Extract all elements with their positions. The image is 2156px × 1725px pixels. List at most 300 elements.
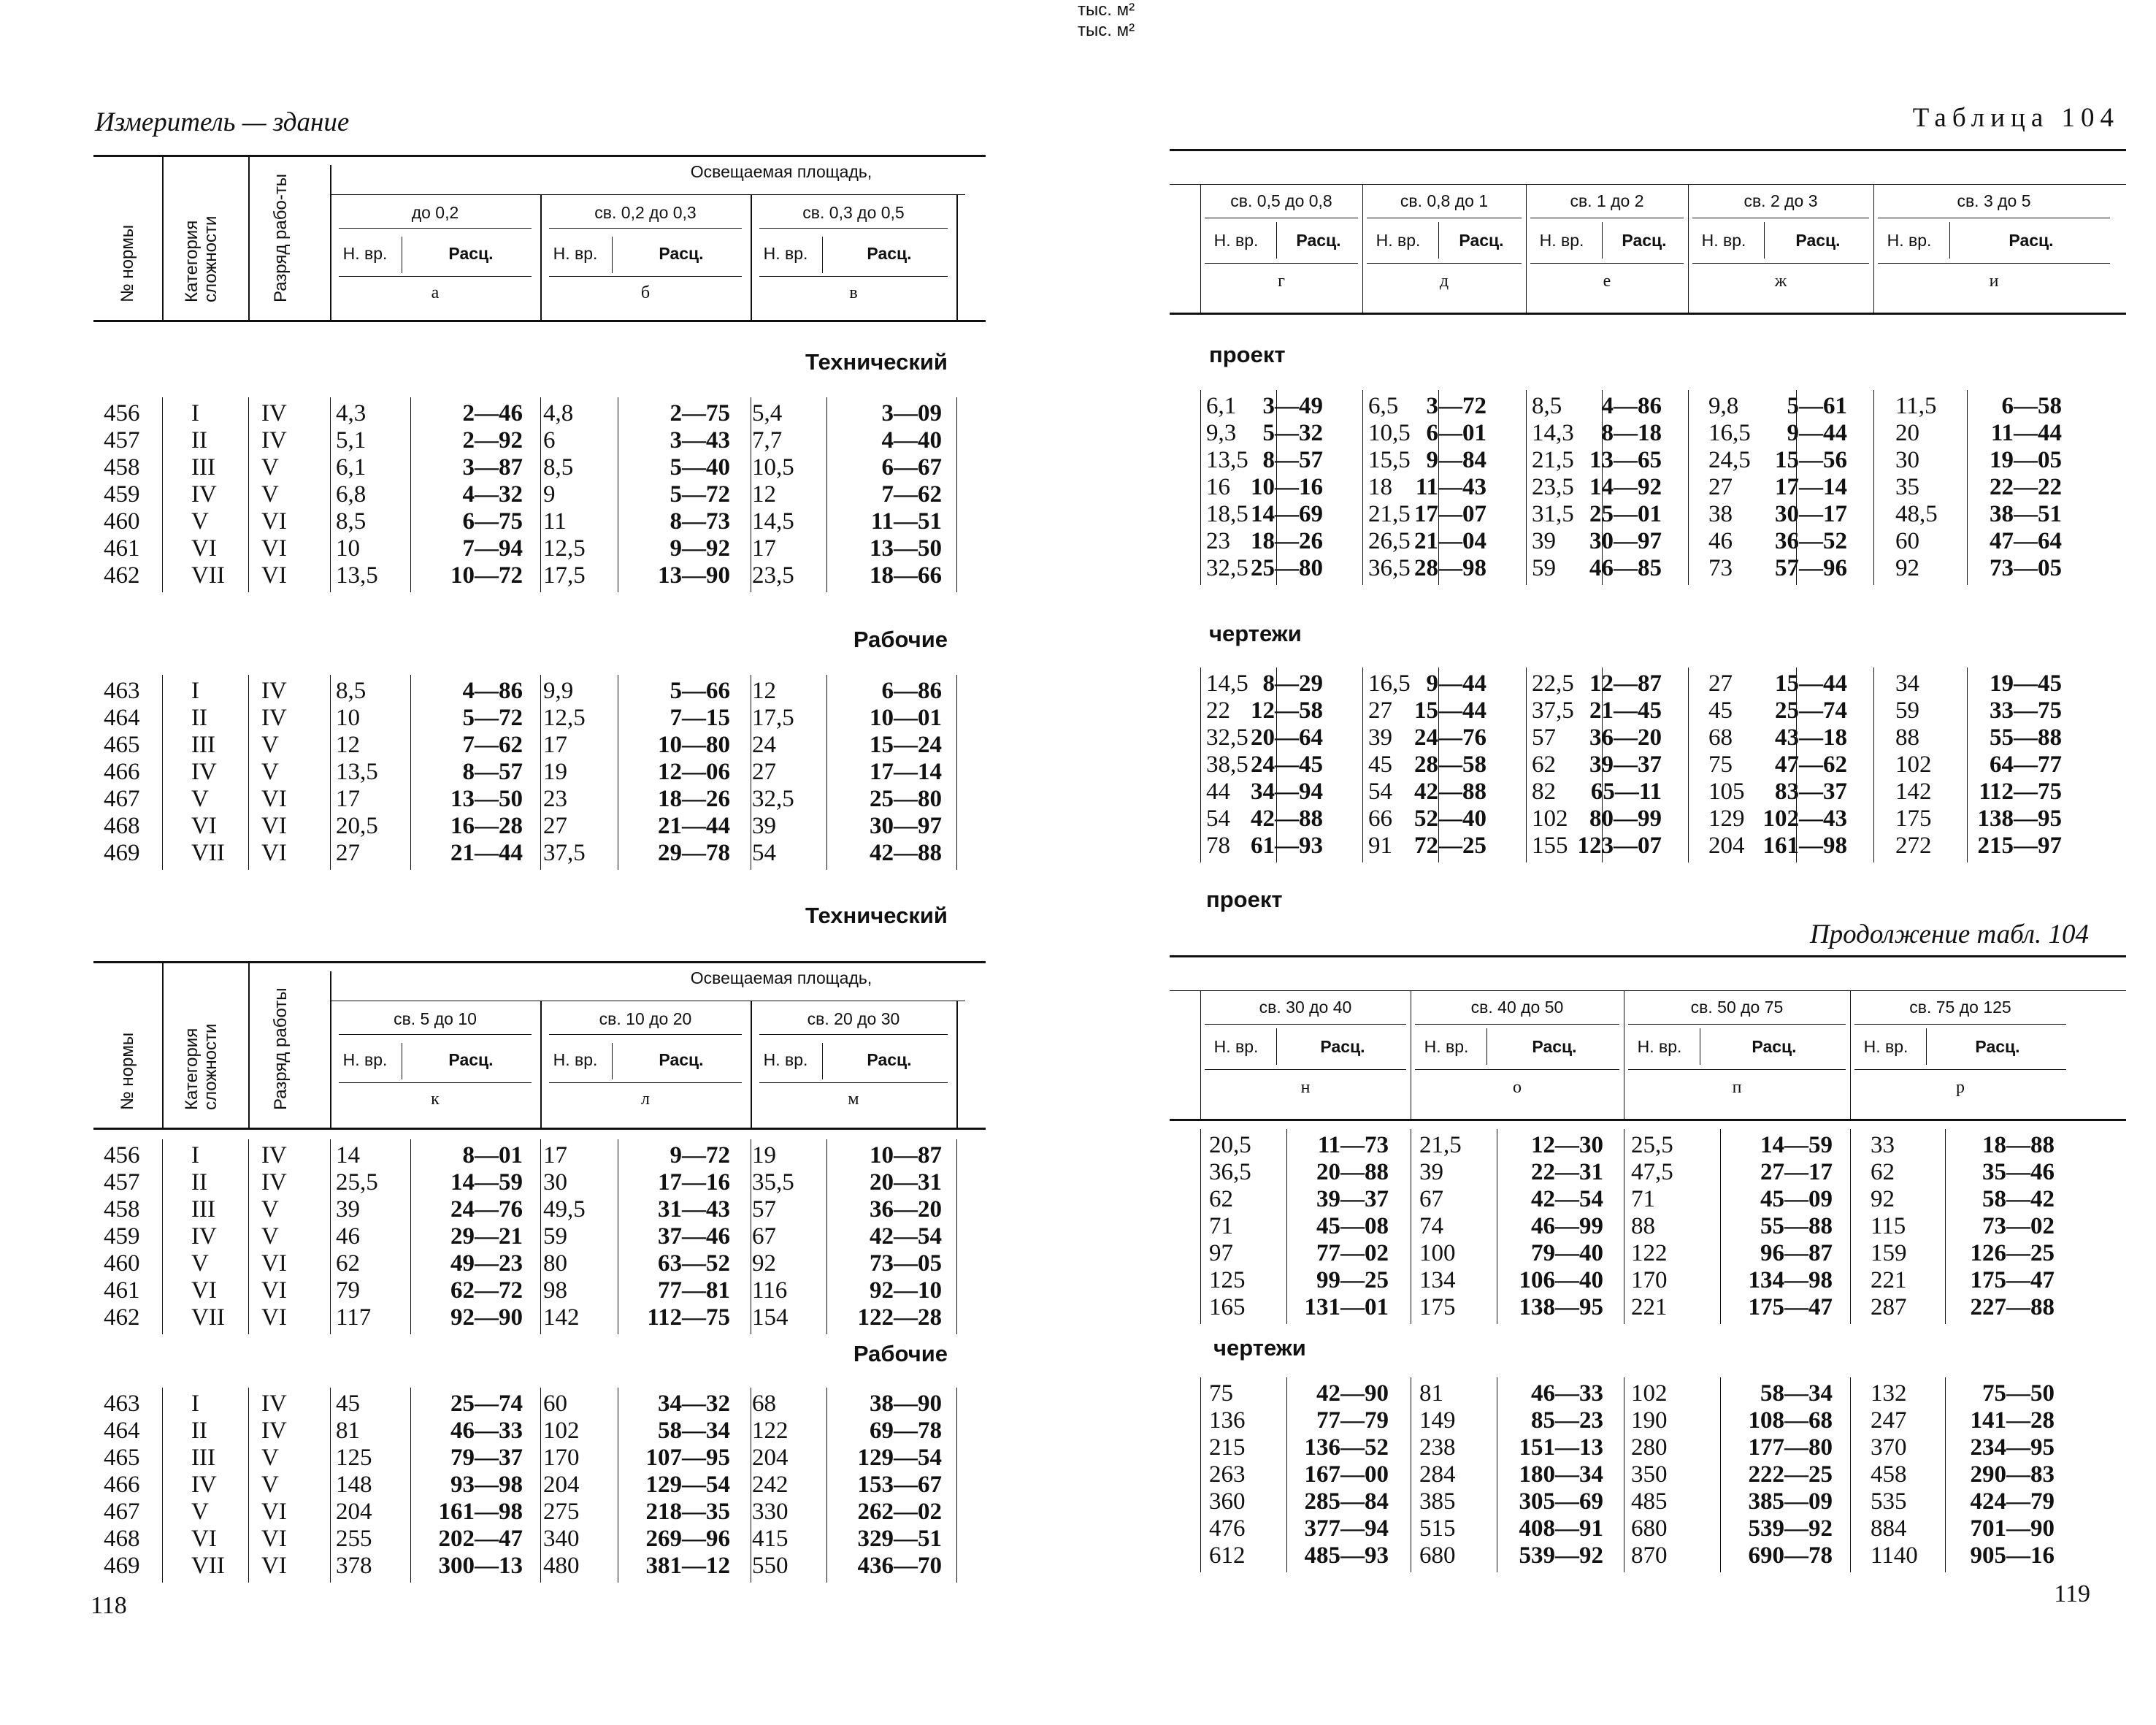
- column-rule: [1764, 222, 1765, 259]
- time-norm: 60: [1895, 528, 1919, 554]
- rate-value: 15—24: [870, 732, 942, 758]
- time-norm: 680: [1419, 1542, 1456, 1569]
- time-norm: 21,5: [1532, 447, 1574, 473]
- rate-value: 73—02: [1982, 1213, 2055, 1239]
- range-label: св. 20 до 30: [807, 1009, 900, 1028]
- rule-line: [1628, 1024, 1846, 1025]
- norm-number: 462: [104, 562, 140, 589]
- time-norm: 12: [752, 481, 776, 508]
- rate-value: 9—84: [1426, 447, 1486, 473]
- complexity-category: IV: [191, 481, 217, 508]
- column-rule: [1873, 668, 1874, 862]
- time-norm: 24: [752, 732, 776, 758]
- group-title: Освещаемая площадь,: [690, 968, 872, 987]
- work-grade: VI: [261, 813, 287, 839]
- time-norm: 39: [1532, 528, 1556, 554]
- rule-line: [1170, 149, 2126, 151]
- rate-value: 39—37: [1316, 1186, 1389, 1212]
- time-norm: 8,5: [543, 454, 574, 481]
- column-rule: [751, 1001, 752, 1128]
- column-rule: [1276, 1028, 1277, 1065]
- rule-line: [339, 276, 532, 277]
- time-norm: 14,5: [1206, 670, 1248, 697]
- rate-value: 73—05: [1990, 555, 2062, 581]
- range-label: св. 30 до 40: [1259, 998, 1352, 1017]
- rule-line: [1692, 263, 1869, 264]
- rate-value: 180—34: [1519, 1461, 1603, 1488]
- rate-value: 5—32: [1262, 420, 1323, 446]
- rate-value: 10—01: [870, 705, 942, 731]
- time-norm: 25,5: [336, 1169, 378, 1196]
- rate-value: 25—80: [1251, 555, 1323, 581]
- column-rule: [1438, 390, 1439, 585]
- rate-value: 43—18: [1775, 724, 1847, 751]
- rate-value: 25—74: [1775, 697, 1847, 724]
- rate-value: 55—88: [1990, 724, 2062, 751]
- column-header-category: [183, 216, 220, 302]
- time-subheader: Н. вр.: [763, 1050, 808, 1069]
- norm-number: 466: [104, 759, 140, 785]
- time-norm: 19: [752, 1142, 776, 1169]
- time-norm: 170: [1631, 1267, 1668, 1293]
- rate-value: 37—46: [658, 1223, 730, 1250]
- column-rule: [162, 675, 163, 870]
- column-rule: [540, 1001, 542, 1128]
- time-norm: 102: [1895, 751, 1932, 778]
- rate-value: 4—32: [462, 481, 523, 508]
- norm-number: 465: [104, 732, 140, 758]
- column-rule: [826, 675, 827, 870]
- time-norm: 476: [1209, 1515, 1246, 1542]
- rate-value: 85—23: [1531, 1407, 1603, 1434]
- rate-value: 18—26: [658, 786, 730, 812]
- rate-value: 14—92: [1589, 474, 1662, 500]
- rate-value: 8—18: [1601, 420, 1662, 446]
- complexity-category: II: [191, 705, 207, 731]
- section-label-drawings: чертежи: [1209, 621, 1302, 646]
- norm-number: 469: [104, 840, 140, 866]
- time-norm: 23: [543, 786, 567, 812]
- complexity-category: VII: [191, 562, 225, 589]
- column-rule: [1200, 1129, 1201, 1324]
- range-label: св. 0,8 до 1: [1400, 191, 1489, 210]
- norm-number: 467: [104, 786, 140, 812]
- rate-value: 92—90: [450, 1304, 523, 1331]
- time-norm: 35,5: [752, 1169, 794, 1196]
- time-norm: 13,5: [336, 759, 378, 785]
- time-norm: 75: [1209, 1380, 1233, 1407]
- column-rule: [1602, 222, 1603, 259]
- column-rule: [540, 675, 541, 870]
- rate-value: 18—26: [1251, 528, 1323, 554]
- rate-value: 377—94: [1304, 1515, 1389, 1542]
- rate-value: 17—16: [658, 1169, 730, 1196]
- rate-value: 47—64: [1990, 528, 2062, 554]
- time-norm: 8,5: [1532, 393, 1562, 419]
- time-norm: 255: [336, 1526, 372, 1552]
- time-norm: 149: [1419, 1407, 1456, 1434]
- time-norm: 142: [1895, 779, 1932, 805]
- time-norm: 204: [543, 1472, 580, 1498]
- time-norm: 67: [1419, 1186, 1443, 1212]
- time-norm: 79: [336, 1277, 360, 1304]
- time-norm: 284: [1419, 1461, 1456, 1488]
- column-rule: [1850, 1377, 1851, 1572]
- time-norm: 57: [752, 1196, 776, 1223]
- norm-number: 463: [104, 678, 140, 704]
- rate-value: 11—73: [1317, 1132, 1389, 1158]
- norm-number: 459: [104, 481, 140, 508]
- rate-value: 5—72: [462, 705, 523, 731]
- column-rule: [956, 194, 958, 320]
- column-rule: [826, 1388, 827, 1583]
- rate-value: 126—25: [1970, 1240, 2055, 1266]
- rate-value: 13—50: [450, 786, 523, 812]
- rate-value: 58—34: [658, 1418, 730, 1444]
- time-norm: 159: [1871, 1240, 1907, 1266]
- column-header-category: [183, 1024, 220, 1110]
- range-label: св. 3 до 5: [1957, 191, 2031, 210]
- rate-value: 35—46: [1982, 1159, 2055, 1185]
- rate-value: 381—12: [645, 1553, 730, 1579]
- time-norm: 17: [752, 535, 776, 562]
- time-norm: 39: [336, 1196, 360, 1223]
- work-grade: V: [261, 481, 279, 508]
- range-label: св. 0,3 до 0,5: [802, 203, 905, 222]
- time-norm: 25,5: [1631, 1132, 1673, 1158]
- rate-value: 18—88: [1982, 1132, 2055, 1158]
- column-rule: [956, 397, 957, 592]
- time-norm: 12,5: [543, 705, 586, 731]
- rate-value: 20—31: [870, 1169, 942, 1196]
- time-norm: 62: [1209, 1186, 1233, 1212]
- section-label-project: проект: [1209, 342, 1286, 367]
- time-norm: 129: [1708, 806, 1745, 832]
- time-norm: 204: [752, 1445, 789, 1471]
- column-rule: [1796, 390, 1797, 585]
- rate-value: 5—61: [1787, 393, 1847, 419]
- time-norm: 37,5: [543, 840, 586, 866]
- column-rule: [540, 397, 541, 592]
- column-rule: [1602, 668, 1603, 862]
- rule-line: [1854, 1069, 2066, 1070]
- column-rule: [1688, 390, 1689, 585]
- column-letter: е: [1603, 272, 1611, 291]
- rate-value: 10—72: [450, 562, 523, 589]
- time-norm: 30: [543, 1169, 567, 1196]
- column-letter: а: [431, 283, 440, 302]
- work-grade: IV: [261, 427, 287, 454]
- work-grade: VI: [261, 1250, 287, 1277]
- time-norm: 13,5: [336, 562, 378, 589]
- time-norm: 6,5: [1368, 393, 1399, 419]
- column-rule: [162, 1139, 163, 1334]
- rate-value: 17—14: [1775, 474, 1847, 500]
- time-subheader: Н. вр.: [1424, 1037, 1469, 1056]
- rate-value: 151—13: [1519, 1434, 1603, 1461]
- rate-value: 106—40: [1519, 1267, 1603, 1293]
- time-norm: 116: [752, 1277, 788, 1304]
- rate-value: 21—44: [450, 840, 523, 866]
- norm-number: 463: [104, 1391, 140, 1417]
- time-norm: 36,5: [1368, 555, 1411, 581]
- column-rule: [1949, 222, 1950, 259]
- column-rule: [1526, 390, 1527, 585]
- rule-line: [1415, 1024, 1619, 1025]
- time-norm: 82: [1532, 779, 1556, 805]
- rate-value: 6—67: [881, 454, 942, 481]
- work-grade: VI: [261, 840, 287, 866]
- time-norm: 92: [1871, 1186, 1895, 1212]
- time-subheader: Н. вр.: [1863, 1037, 1908, 1056]
- complexity-category: V: [191, 508, 209, 535]
- time-norm: 5,4: [752, 400, 783, 427]
- time-norm: 204: [336, 1499, 372, 1525]
- complexity-category: VII: [191, 840, 225, 866]
- column-rule: [248, 675, 249, 870]
- rate-value: 20—64: [1251, 724, 1323, 751]
- work-grade: VI: [261, 1526, 287, 1552]
- time-norm: 132: [1871, 1380, 1907, 1407]
- pay-subheader: Расц.: [448, 1050, 494, 1069]
- rule-line: [339, 1082, 532, 1083]
- work-grade: VI: [261, 562, 287, 589]
- time-norm: 680: [1631, 1515, 1668, 1542]
- time-norm: 134: [1419, 1267, 1456, 1293]
- column-rule: [410, 397, 411, 592]
- rate-value: 13—90: [658, 562, 730, 589]
- range-label: св. 0,5 до 0,8: [1230, 191, 1332, 210]
- time-norm: 280: [1631, 1434, 1668, 1461]
- time-norm: 287: [1871, 1294, 1907, 1320]
- rate-value: 701—90: [1970, 1515, 2055, 1542]
- range-label: св. 10 до 20: [599, 1009, 692, 1028]
- time-norm: 515: [1419, 1515, 1456, 1542]
- complexity-category: I: [191, 1391, 199, 1417]
- time-norm: 175: [1419, 1294, 1456, 1320]
- norm-number: 465: [104, 1445, 140, 1471]
- norm-number: 461: [104, 1277, 140, 1304]
- rule-line: [1367, 263, 1522, 264]
- complexity-category: V: [191, 786, 209, 812]
- rule-line: [339, 1034, 532, 1035]
- time-norm: 62: [336, 1250, 360, 1277]
- rate-value: 11—44: [1990, 420, 2062, 446]
- norm-number: 460: [104, 508, 140, 535]
- column-rule: [162, 155, 164, 320]
- time-norm: 27: [336, 840, 360, 866]
- column-rule: [540, 194, 542, 320]
- rule-line: [1205, 263, 1358, 264]
- section-label-technical: Технический: [805, 349, 948, 375]
- rate-value: 175—47: [1970, 1267, 2055, 1293]
- rate-value: 14—59: [450, 1169, 523, 1196]
- time-norm: 275: [543, 1499, 580, 1525]
- rate-value: 92—10: [870, 1277, 942, 1304]
- rate-value: 24—76: [450, 1196, 523, 1223]
- time-norm: 38: [1708, 501, 1733, 527]
- time-norm: 60: [543, 1391, 567, 1417]
- section-label-drawings: чертежи: [1213, 1335, 1306, 1361]
- rate-value: 33—75: [1990, 697, 2062, 724]
- column-rule: [540, 1139, 541, 1334]
- time-norm: 12,5: [543, 535, 586, 562]
- rate-value: 102—43: [1762, 806, 1847, 832]
- column-rule: [330, 1139, 331, 1334]
- rate-value: 10—87: [870, 1142, 942, 1169]
- rate-value: 11—51: [870, 508, 942, 535]
- time-norm: 27: [543, 813, 567, 839]
- time-norm: 27: [752, 759, 776, 785]
- rate-value: 15—44: [1775, 670, 1847, 697]
- norm-number: 464: [104, 1418, 140, 1444]
- time-norm: 91: [1368, 833, 1392, 859]
- rate-value: 16—28: [450, 813, 523, 839]
- rate-value: 5—66: [670, 678, 730, 704]
- complexity-category: II: [191, 1169, 207, 1196]
- pay-subheader: Расц.: [1296, 231, 1341, 250]
- rate-value: 305—69: [1519, 1488, 1603, 1515]
- rule-line: [1170, 313, 2126, 315]
- norm-number: 458: [104, 454, 140, 481]
- column-letter: о: [1513, 1078, 1522, 1097]
- rate-value: 8—29: [1262, 670, 1323, 697]
- time-norm: 247: [1871, 1407, 1907, 1434]
- rule-line: [1170, 955, 2126, 957]
- rate-value: 52—40: [1414, 806, 1486, 832]
- rate-value: 15—56: [1775, 447, 1847, 473]
- rate-value: 424—79: [1970, 1488, 2055, 1515]
- rate-value: 107—95: [645, 1445, 730, 1471]
- rate-value: 69—78: [870, 1418, 942, 1444]
- rule-line: [93, 320, 986, 322]
- rate-value: 2—75: [670, 400, 730, 427]
- rate-value: 21—04: [1414, 528, 1486, 554]
- work-grade: IV: [261, 705, 287, 731]
- complexity-category: IV: [191, 759, 217, 785]
- column-rule: [1688, 668, 1689, 862]
- column-rule: [1602, 390, 1603, 585]
- time-norm: 102: [1532, 806, 1568, 832]
- rule-line: [93, 1128, 986, 1130]
- work-grade: VI: [261, 1304, 287, 1331]
- norm-number: 456: [104, 400, 140, 427]
- rate-value: 24—45: [1251, 751, 1323, 778]
- rate-value: 9—92: [670, 535, 730, 562]
- rate-value: 161—98: [438, 1499, 523, 1525]
- category-line-1: Категория: [182, 220, 202, 302]
- rate-value: 6—01: [1426, 420, 1486, 446]
- rate-value: 129—54: [645, 1472, 730, 1498]
- column-rule: [1486, 1028, 1487, 1065]
- work-grade: V: [261, 1472, 279, 1498]
- column-rule: [1362, 668, 1363, 862]
- rule-line: [759, 276, 948, 277]
- rate-value: 6—86: [881, 678, 942, 704]
- rate-value: 75—50: [1982, 1380, 2055, 1407]
- time-norm: 30: [1895, 447, 1919, 473]
- time-norm: 49,5: [543, 1196, 586, 1223]
- rule-line: [93, 155, 986, 157]
- rate-value: 17—14: [870, 759, 942, 785]
- time-norm: 39: [1368, 724, 1392, 751]
- rule-line: [759, 228, 948, 229]
- work-grade: IV: [261, 1391, 287, 1417]
- time-norm: 17,5: [752, 705, 794, 731]
- time-subheader: Н. вр.: [1376, 231, 1421, 250]
- column-rule: [1200, 390, 1201, 585]
- column-rule: [330, 1388, 331, 1583]
- time-norm: 14: [336, 1142, 360, 1169]
- time-norm: 21,5: [1419, 1132, 1462, 1158]
- pay-subheader: Расц.: [659, 244, 704, 263]
- time-norm: 10,5: [752, 454, 794, 481]
- time-norm: 54: [1206, 806, 1230, 832]
- time-norm: 17: [543, 732, 567, 758]
- category-line-1: Категория: [182, 1028, 202, 1110]
- time-norm: 98: [543, 1277, 567, 1304]
- time-subheader: Н. вр.: [1213, 1037, 1259, 1056]
- time-norm: 415: [752, 1526, 789, 1552]
- time-norm: 39: [752, 813, 776, 839]
- rate-value: 4—86: [1601, 393, 1662, 419]
- time-norm: 330: [752, 1499, 789, 1525]
- pay-subheader: Расц.: [1320, 1037, 1365, 1056]
- time-norm: 44: [1206, 779, 1230, 805]
- work-grade: V: [261, 1196, 279, 1223]
- complexity-category: III: [191, 732, 215, 758]
- time-norm: 122: [752, 1418, 789, 1444]
- time-norm: 612: [1209, 1542, 1246, 1569]
- time-norm: 59: [1895, 697, 1919, 724]
- time-norm: 20: [1895, 420, 1919, 446]
- time-norm: 26,5: [1368, 528, 1411, 554]
- rate-value: 3—72: [1426, 393, 1486, 419]
- time-norm: 155: [1532, 833, 1568, 859]
- work-grade: VI: [261, 508, 287, 535]
- column-rule: [956, 1001, 958, 1128]
- column-rule: [956, 1139, 957, 1334]
- range-label: св. 50 до 75: [1690, 998, 1784, 1017]
- time-norm: 9,9: [543, 678, 574, 704]
- rule-line: [1170, 990, 2126, 991]
- time-norm: 6,1: [1206, 393, 1237, 419]
- norm-number: 466: [104, 1472, 140, 1498]
- column-rule: [162, 961, 164, 1128]
- rate-value: 42—90: [1316, 1380, 1389, 1407]
- column-rule: [826, 1139, 827, 1334]
- rate-value: 77—81: [658, 1277, 730, 1304]
- rate-value: 10—80: [658, 732, 730, 758]
- complexity-category: I: [191, 678, 199, 704]
- rate-value: 34—32: [658, 1391, 730, 1417]
- rate-value: 138—95: [1519, 1294, 1603, 1320]
- rate-value: 73—05: [870, 1250, 942, 1277]
- rate-value: 64—77: [1990, 751, 2062, 778]
- work-grade: V: [261, 1445, 279, 1471]
- column-letter: г: [1278, 272, 1285, 291]
- rule-line: [549, 276, 742, 277]
- rate-value: 22—31: [1531, 1159, 1603, 1185]
- rule-line: [549, 1082, 742, 1083]
- column-rule: [410, 675, 411, 870]
- range-label: св. 40 до 50: [1470, 998, 1564, 1017]
- time-norm: 34: [1895, 670, 1919, 697]
- pay-subheader: Расц.: [867, 244, 912, 263]
- time-norm: 4,3: [336, 400, 367, 427]
- column-rule: [612, 1043, 613, 1079]
- rate-value: 8—57: [462, 759, 523, 785]
